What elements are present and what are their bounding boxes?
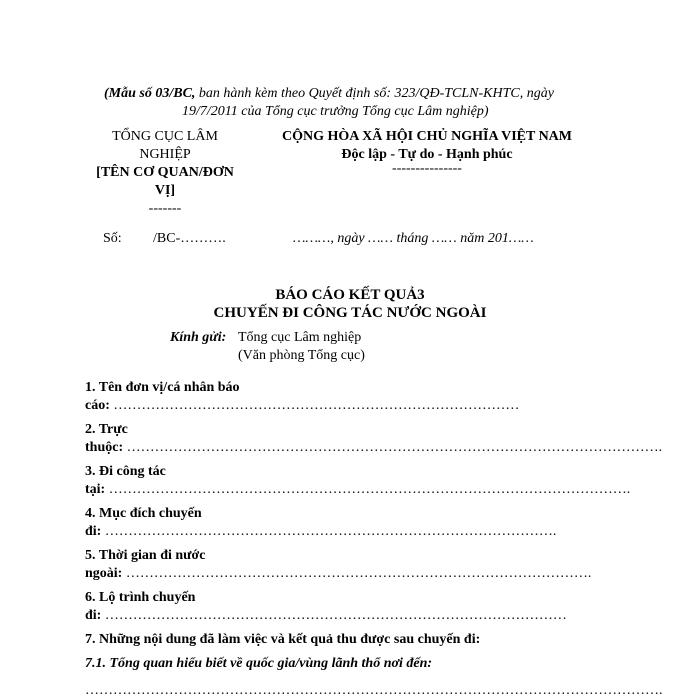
- item-6-dots: ………………………………………………………………………………………: [101, 608, 567, 623]
- header-note-line2: 19/7/2011 của Tổng cục trưởng Tổng cục Lâm nghiệp): [182, 104, 489, 119]
- document-number-label: Số:: [103, 231, 122, 246]
- form-number: (Mẫu số 03/BC,: [104, 86, 196, 101]
- issue-date: ………, ngày …… tháng …… năm 201……: [293, 231, 534, 246]
- item-3-field: [85, 482, 630, 498]
- item-4-label: 4. Mục đích chuyến: [85, 506, 202, 521]
- report-title-line2: CHUYẾN ĐI CÔNG TÁC NƯỚC NGOÀI: [213, 305, 487, 321]
- unit-name-line1: [TÊN CƠ QUAN/ĐƠN: [96, 165, 234, 180]
- item-2-label: 2. Trực: [85, 422, 128, 437]
- item-3-label-end: tại:: [85, 482, 106, 497]
- national-motto: Độc lập - Tự do - Hạnh phúc: [341, 147, 513, 162]
- item-2-dots: …………………………………………………………………………………………………….: [123, 440, 663, 455]
- agency-line1: TỔNG CỤC LÂM: [112, 129, 218, 144]
- item-6-label-end: đi:: [85, 608, 102, 623]
- item-7-1-dots: …………………………………………………………………………………………………………….: [85, 683, 663, 698]
- item-2-field: [85, 440, 662, 456]
- agency-block: [85, 128, 245, 218]
- item-7-heading: 7. Những nội dung đã làm việc và kết quả thu được sau chuyến đi:: [85, 632, 481, 647]
- item-4-field: [85, 524, 556, 540]
- item-5-dots: ……………………………………………………………………………………….: [122, 566, 592, 581]
- item-3-dots: ………………………………………………………………………………………………….: [105, 482, 631, 497]
- national-divider: ---------------: [392, 161, 462, 176]
- agency-divider: -------: [148, 201, 182, 216]
- item-4-label-end: đi:: [85, 524, 102, 539]
- item-1-field: [85, 398, 519, 414]
- report-title-line1: BÁO CÁO KẾT QUẢ3: [275, 287, 425, 303]
- item-5-label: 5. Thời gian đi nước: [85, 548, 206, 563]
- item-2-label-end: thuộc:: [85, 440, 124, 455]
- item-6-label: 6. Lộ trình chuyến: [85, 590, 196, 605]
- header-note-line1: [104, 86, 554, 102]
- item-1-label: 1. Tên đơn vị/cá nhân báo: [85, 380, 240, 395]
- item-6-field: [85, 608, 567, 624]
- header-note-text: ban hành kèm theo Quyết định số: 323/QĐ-TCLN-KHTC, ngày: [195, 86, 554, 101]
- republic-name: CỘNG HÒA XÃ HỘI CHỦ NGHĨA VIỆT NAM: [281, 129, 572, 144]
- recipient-label: Kính gửi:: [170, 330, 227, 345]
- agency-line2: NGHIỆP: [139, 147, 191, 162]
- recipient-line2: (Văn phòng Tổng cục): [238, 348, 365, 363]
- document-number-value: /BC-……….: [153, 231, 226, 246]
- item-3-label: 3. Đi công tác: [85, 464, 166, 479]
- unit-name-line2: VỊ]: [154, 183, 176, 198]
- national-heading: [262, 128, 592, 178]
- recipient-line1: Tổng cục Lâm nghiệp: [238, 330, 362, 345]
- item-1-dots: ……………………………………………………………………………: [109, 398, 520, 413]
- item-5-label-end: ngoài:: [85, 566, 123, 581]
- item-5-field: [85, 566, 591, 582]
- item-7-1-heading: 7.1. Tổng quan hiểu biết về quốc gia/vùng lãnh thổ nơi đến:: [85, 656, 433, 671]
- item-4-dots: …………………………………………………………………………………….: [101, 524, 557, 539]
- item-1-label-end: cáo:: [85, 398, 110, 413]
